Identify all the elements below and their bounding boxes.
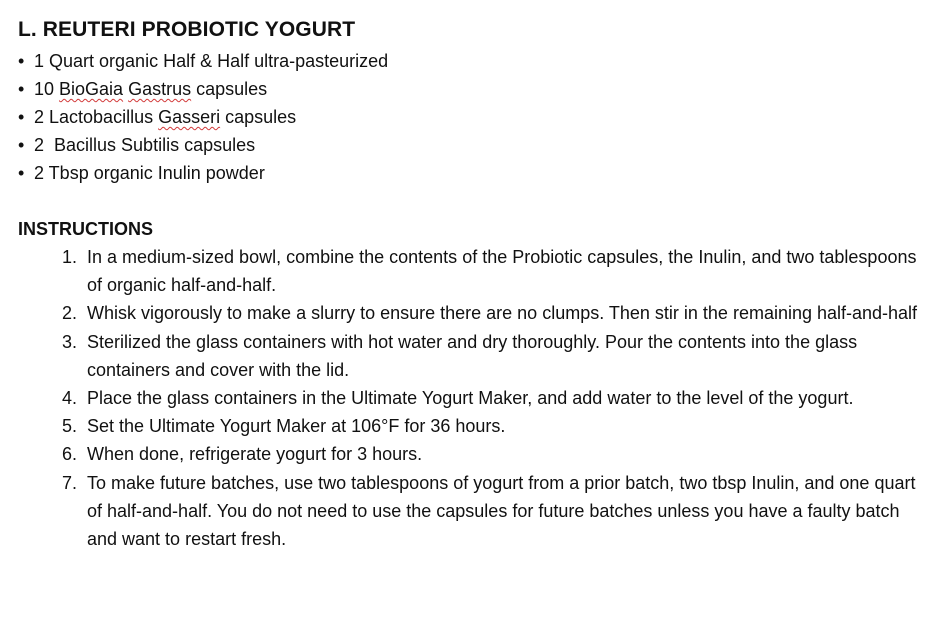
step-number: 3. (62, 331, 78, 352)
step-number: 5. (62, 416, 78, 437)
instruction-step (18, 440, 928, 468)
ingredient-list (18, 47, 928, 187)
ingredient-text-part: capsules (220, 107, 297, 127)
step-number: 7. (62, 472, 78, 493)
instruction-list (18, 243, 928, 553)
step-text: Sterilized the glass containers with hot water and dry thoroughly. Pour the contents into the glass containers and cover with the lid. (87, 331, 858, 380)
document (18, 16, 928, 553)
step-text: Whisk vigorously to make a slurry to ensure there are no clumps. Then stir in the remaining half-and-half (87, 303, 918, 324)
ingredient-text: 2 Tbsp organic Inulin powder (34, 163, 265, 183)
ingredient-item (18, 131, 928, 159)
bullet-icon: • (18, 163, 25, 183)
spellcheck-word: Gastrus (128, 79, 192, 99)
ingredient-text: 2 Bacillus Subtilis capsules (34, 135, 256, 155)
spellcheck-word: BioGaia (59, 79, 124, 99)
step-number-cell (18, 412, 86, 440)
step-number-cell (18, 328, 86, 384)
instruction-step (18, 469, 928, 554)
ingredient-text (34, 103, 296, 131)
ingredient-text-part: capsules (191, 79, 268, 99)
spellcheck-word: Gasseri (158, 107, 221, 127)
step-number: 4. (62, 388, 78, 409)
step-number-cell (18, 384, 86, 412)
bullet-icon: • (18, 79, 25, 99)
ingredient-text-part: 2 Lactobacillus (34, 107, 159, 127)
recipe-title: L. REUTERI PROBIOTIC YOGURT (18, 18, 356, 41)
step-number-cell (18, 440, 86, 468)
step-text: To make future batches, use two tablespoons of yogurt from a prior batch, two tbsp Inulin, and one quart of half-and-half. You do not need to use the capsules for future batches unless you have a faulty batch and want to restart fresh. (87, 472, 916, 550)
bullet-icon: • (18, 135, 25, 155)
ingredient-text (34, 75, 267, 103)
step-text: Place the glass containers in the Ultimate Yogurt Maker, and add water to the level of the yogurt. (87, 388, 854, 409)
instruction-step (18, 243, 928, 299)
ingredient-item (18, 75, 928, 103)
instructions-heading: INSTRUCTIONS (18, 219, 153, 239)
instruction-step (18, 299, 928, 327)
ingredient-text-part: 10 (34, 79, 60, 99)
ingredient-item (18, 47, 928, 75)
instruction-step (18, 384, 928, 412)
instruction-step (18, 328, 928, 384)
step-number-cell (18, 299, 86, 327)
bullet-icon: • (18, 107, 25, 127)
step-number-cell (18, 243, 86, 299)
step-text: Set the Ultimate Yogurt Maker at 106°F for 36 hours. (87, 416, 506, 437)
step-text: When done, refrigerate yogurt for 3 hours. (87, 444, 423, 465)
step-text: In a medium-sized bowl, combine the contents of the Probiotic capsules, the Inulin, and two tablespoons of organic half-and-half. (87, 247, 917, 296)
step-number: 6. (62, 444, 78, 465)
ingredient-text: 1 Quart organic Half & Half ultra-pasteurized (34, 51, 389, 71)
ingredient-item (18, 103, 928, 131)
instruction-step (18, 412, 928, 440)
bullet-icon: • (18, 51, 25, 71)
step-number: 1. (62, 247, 78, 267)
ingredient-item (18, 159, 928, 187)
spacer (18, 187, 928, 215)
step-number-cell (18, 469, 86, 554)
step-number: 2. (62, 303, 78, 324)
